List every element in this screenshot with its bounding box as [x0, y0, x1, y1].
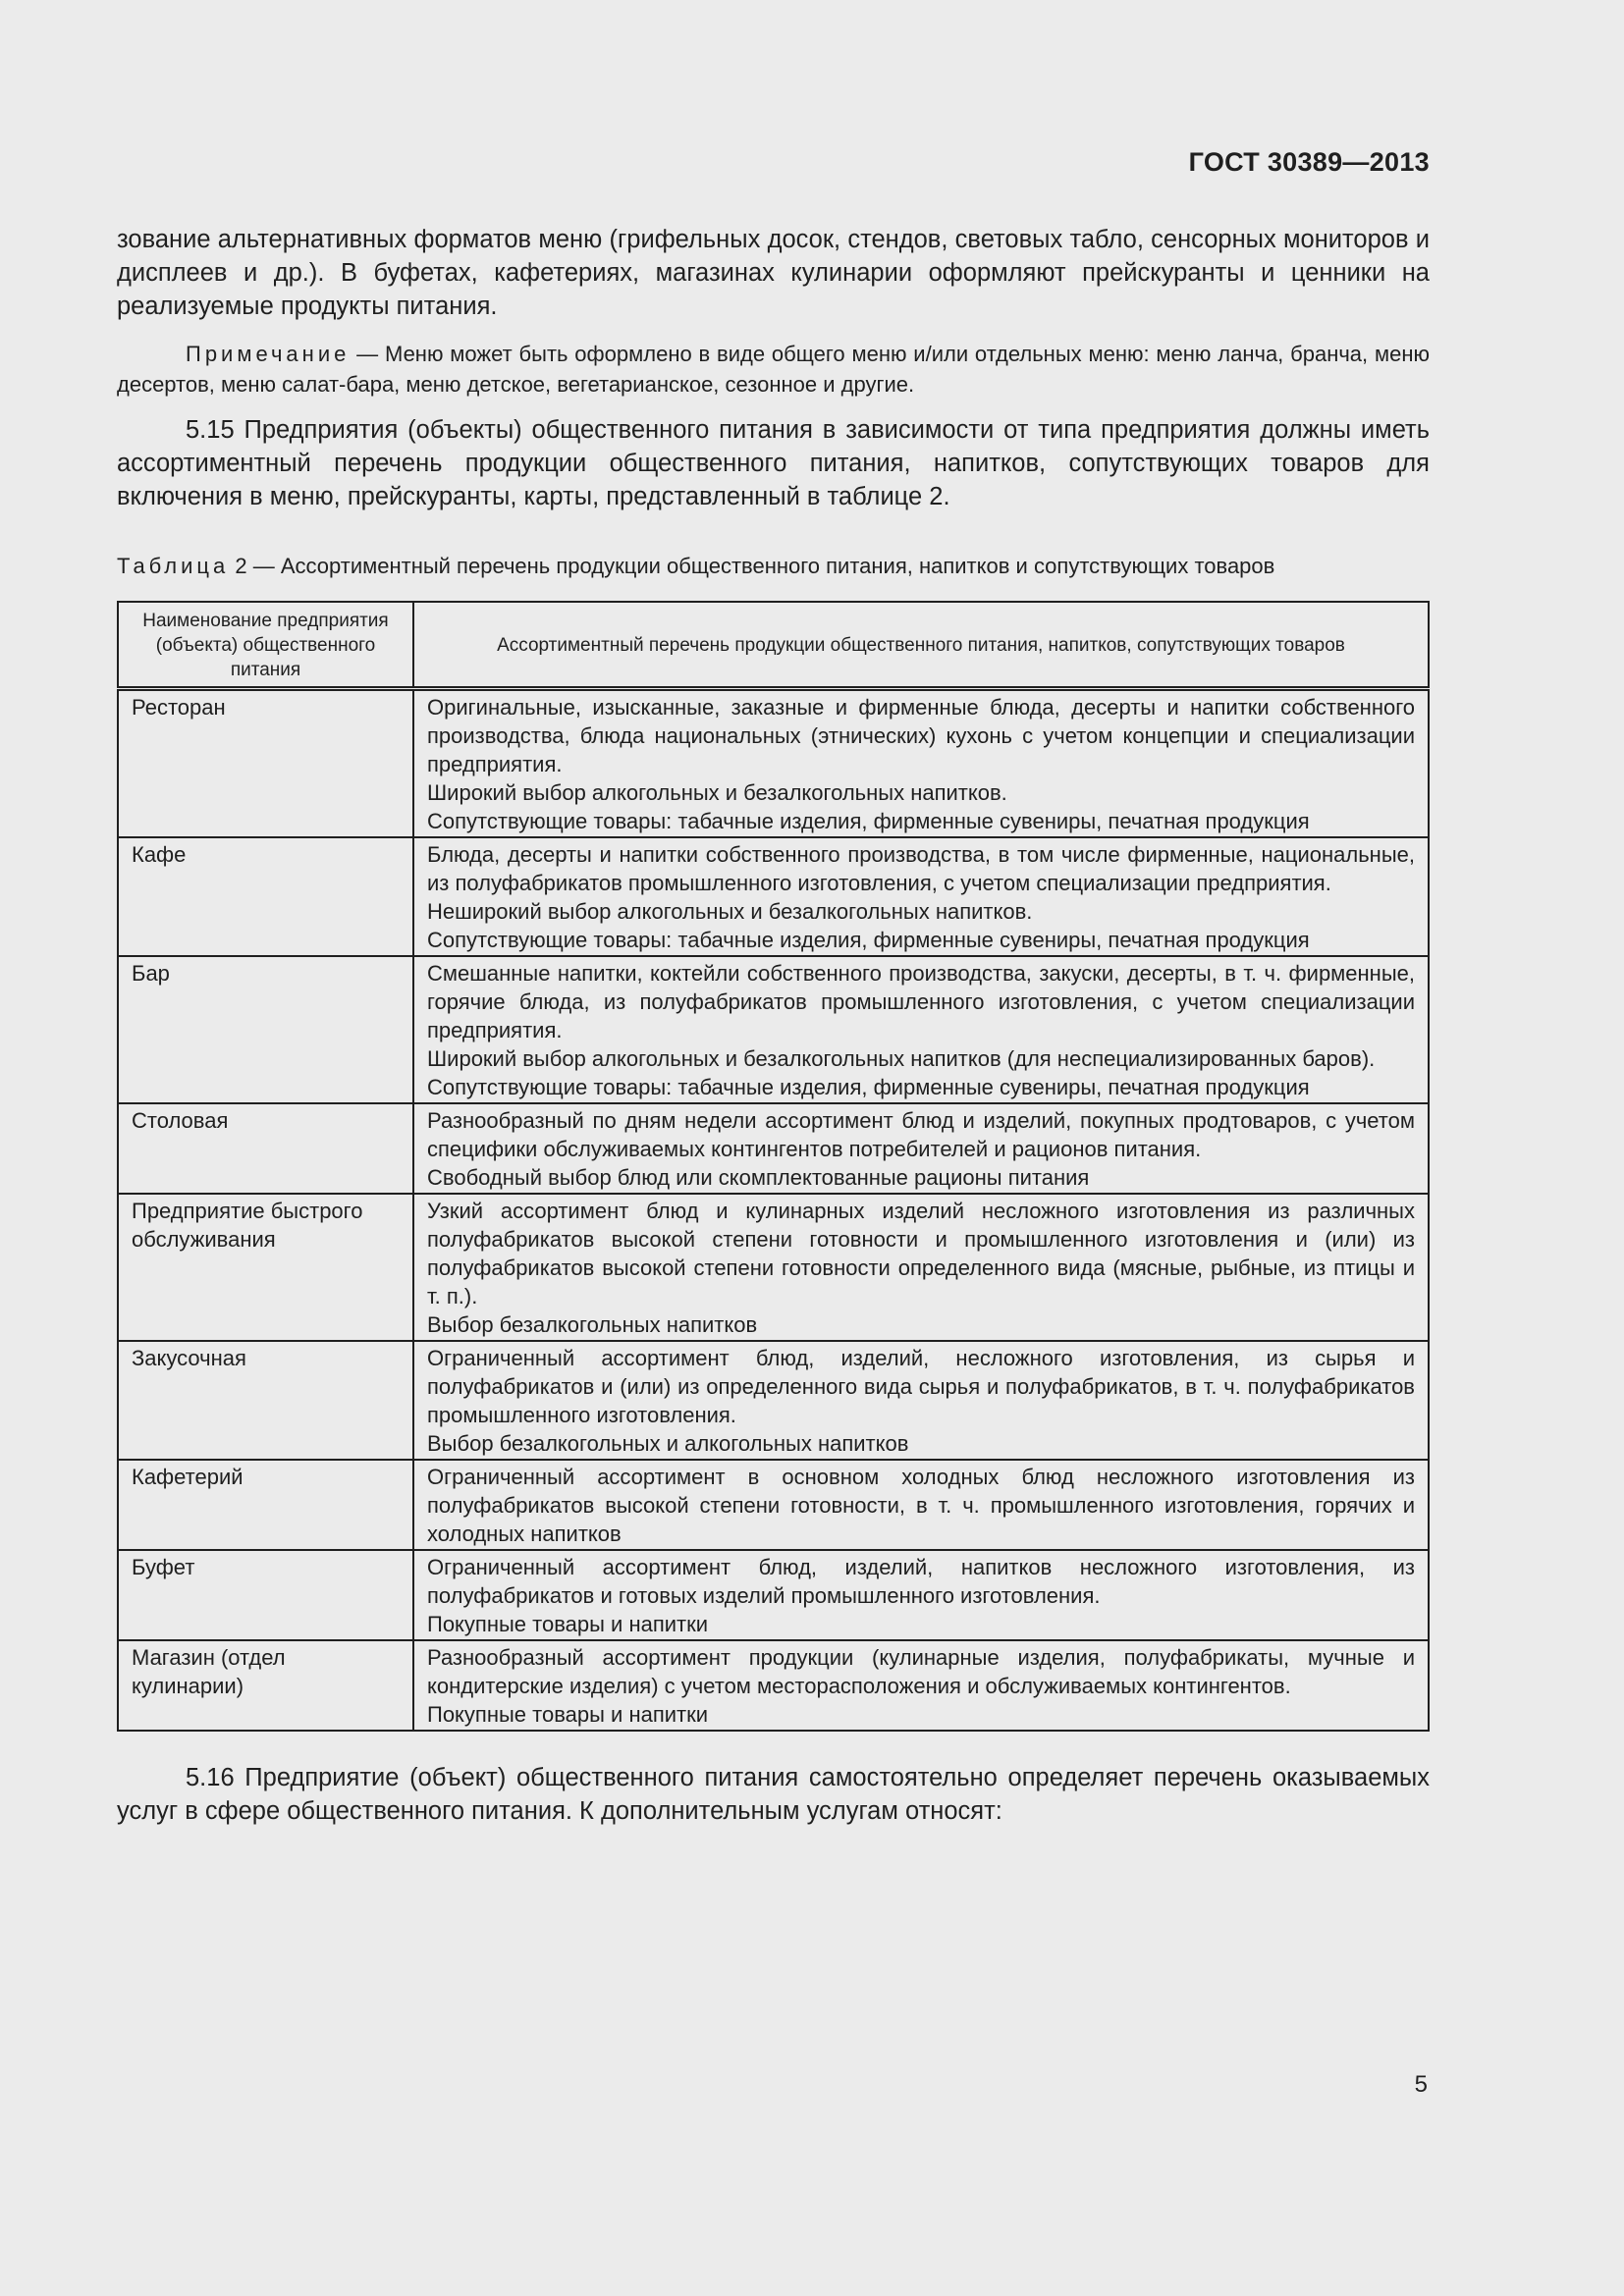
intro-paragraph: зование альтернативных форматов меню (грифельных досок, стендов, световых табло, сенсорных мониторов и дисплеев и др.). В буфетах, кафетериях, магазинах кулинарии оформляют прейскуранты и ценники на реализуемые продукты питания.	[117, 226, 1430, 320]
assortment-line: Сопутствующие товары: табачные изделия, фирменные сувениры, печатная продукция	[427, 928, 1310, 952]
assortment-line: Разнообразный по дням недели ассортимент блюд и изделий, покупных продтоваров, с учетом специфики обслуживаемых контингентов потребителей и рационов питания.	[427, 1108, 1415, 1161]
enterprise-name-cell: Ресторан	[118, 689, 413, 838]
clause-5-15: 5.15 Предприятия (объекты) общественного питания в зависимости от типа предприятия должны иметь ассортиментный перечень продукции общественного питания, напитков, сопутствующих товаров для включения в меню, прейскуранты, карты, представленный в таблице 2.	[117, 416, 1430, 510]
assortment-line: Сопутствующие товары: табачные изделия, фирменные сувениры, печатная продукция	[427, 809, 1310, 833]
table-body	[118, 689, 1429, 1732]
table-row	[118, 1103, 1429, 1194]
enterprise-name-cell: Предприятие быстрого обслуживания	[118, 1194, 413, 1341]
enterprise-name-cell: Бар	[118, 956, 413, 1103]
assortment-line: Сопутствующие товары: табачные изделия, фирменные сувениры, печатная продукция	[427, 1075, 1310, 1099]
assortment-cell	[413, 1103, 1429, 1194]
clause-5-16: 5.16 Предприятие (объект) общественного питания самостоятельно определяет перечень оказываемых услуг в сфере общественного питания. К дополнительным услугам относят:	[117, 1764, 1430, 1825]
table-row	[118, 1640, 1429, 1731]
enterprise-name-cell: Закусочная	[118, 1341, 413, 1460]
note-label: Примечание	[186, 342, 351, 366]
note	[117, 339, 1430, 400]
table-row	[118, 1194, 1429, 1341]
assortment-line: Выбор безалкогольных и алкогольных напитков	[427, 1431, 909, 1456]
table-caption	[117, 551, 1430, 581]
table-row	[118, 837, 1429, 956]
page-content	[117, 223, 1430, 1828]
table-caption-text: 2 — Ассортиментный перечень продукции общественного питания, напитков и сопутствующих товаров	[229, 554, 1275, 578]
assortment-line: Ограниченный ассортимент блюд, изделий, несложного изготовления, из сырья и полуфабрикатов и (или) из определенного вида сырья и полуфабрикатов, в т. ч. полуфабрикатов промышленного изготовления.	[427, 1346, 1415, 1427]
table-row	[118, 1550, 1429, 1640]
assortment-cell	[413, 956, 1429, 1103]
assortment-line: Широкий выбор алкогольных и безалкогольных напитков (для неспециализированных баров).	[427, 1046, 1376, 1071]
enterprise-name-cell: Буфет	[118, 1550, 413, 1640]
assortment-cell	[413, 1640, 1429, 1731]
assortment-line: Покупные товары и напитки	[427, 1702, 709, 1727]
assortment-line: Узкий ассортимент блюд и кулинарных изделий несложного изготовления из различных полуфабрикатов высокой степени готовности и промышленного изготовления и (или) из полуфабрикатов высокой степени готовности определенного вида (мясные, рыбные, из птицы и т. п.).	[427, 1199, 1415, 1308]
assortment-cell	[413, 689, 1429, 838]
assortment-table	[117, 601, 1430, 1732]
assortment-line: Покупные товары и напитки	[427, 1612, 709, 1636]
assortment-cell	[413, 1341, 1429, 1460]
assortment-line: Широкий выбор алкогольных и безалкогольных напитков.	[427, 780, 1007, 805]
header-assortment: Ассортиментный перечень продукции общественного питания, напитков, сопутствующих товаров	[413, 602, 1429, 689]
assortment-cell	[413, 837, 1429, 956]
assortment-line: Смешанные напитки, коктейли собственного производства, закуски, десерты, в т. ч. фирменные, горячие блюда, из полуфабрикатов промышленного изготовления, с учетом специализации предприятия.	[427, 961, 1415, 1042]
assortment-cell	[413, 1460, 1429, 1550]
table-row	[118, 1341, 1429, 1460]
assortment-line: Свободный выбор блюд или скомплектованные рационы питания	[427, 1165, 1090, 1190]
table-row	[118, 1460, 1429, 1550]
assortment-line: Блюда, десерты и напитки собственного производства, в том числе фирменные, национальные, из полуфабрикатов промышленного изготовления, с учетом специализации предприятия.	[427, 842, 1415, 895]
enterprise-name-cell: Кафе	[118, 837, 413, 956]
table-header-row	[118, 602, 1429, 689]
assortment-line: Разнообразный ассортимент продукции (кулинарные изделия, полуфабрикаты, мучные и кондитерские изделия) с учетом месторасположения и обслуживаемых контингентов.	[427, 1645, 1415, 1698]
table-row	[118, 689, 1429, 838]
standard-designation: ГОСТ 30389—2013	[1188, 147, 1430, 177]
assortment-line: Ограниченный ассортимент блюд, изделий, напитков несложного изготовления, из полуфабрикатов и готовых изделий промышленного изготовления.	[427, 1555, 1415, 1608]
enterprise-name-cell: Магазин (отдел кулинарии)	[118, 1640, 413, 1731]
note-text: — Меню может быть оформлено в виде общего меню и/или отдельных меню: меню ланча, бранча, меню десертов, меню салат-бара, меню детское, вегетарианское, сезонное и другие.	[117, 342, 1430, 397]
assortment-line: Выбор безалкогольных напитков	[427, 1312, 758, 1337]
assortment-line: Неширокий выбор алкогольных и безалкогольных напитков.	[427, 899, 1033, 924]
table-row	[118, 956, 1429, 1103]
assortment-cell	[413, 1194, 1429, 1341]
page-number: 5	[1414, 2071, 1428, 2098]
assortment-line: Оригинальные, изысканные, заказные и фирменные блюда, десерты и напитки собственного производства, блюда национальных (этнических) кухонь с учетом концепции и специализации предприятия.	[427, 695, 1415, 776]
header-enterprise-name: Наименование предприятия (объекта) общественного питания	[118, 602, 413, 689]
enterprise-name-cell: Кафетерий	[118, 1460, 413, 1550]
table-caption-label: Таблица	[117, 554, 230, 578]
assortment-line: Ограниченный ассортимент в основном холодных блюд несложного изготовления из полуфабрикатов высокой степени готовности, в т. ч. промышленного изготовления, горячих и холодных напитков	[427, 1465, 1415, 1546]
assortment-cell	[413, 1550, 1429, 1640]
enterprise-name-cell: Столовая	[118, 1103, 413, 1194]
